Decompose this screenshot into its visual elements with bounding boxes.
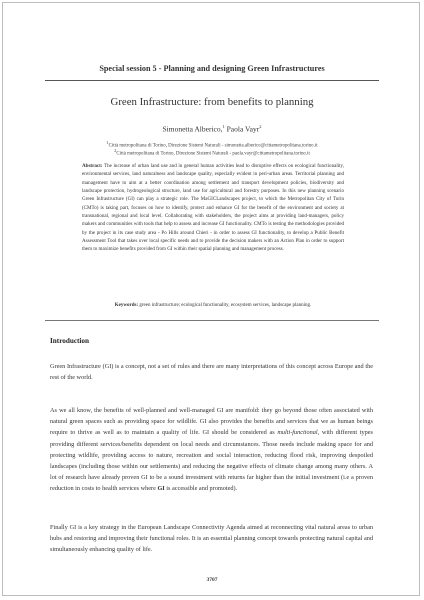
emphasis-text: multi-functional	[277, 429, 318, 437]
abstract	[82, 162, 344, 254]
session-header: Special session 5 - Planning and designing Green Infrastructures	[99, 64, 325, 73]
affiliation-mark: 2	[114, 148, 117, 153]
affiliation-text: Città metropolitana di Torino, Direzione Sistemi Naturali - simonetta.alberico@cittametropolitana.torino.it	[108, 143, 318, 149]
paragraph-text	[50, 405, 373, 495]
author-name: Paola Vayr	[226, 124, 260, 134]
page-frame	[2, 2, 420, 596]
keywords-divider	[45, 320, 379, 321]
author-affil-mark: 1	[222, 124, 225, 129]
author-affil-mark: 2	[259, 124, 262, 129]
paragraph	[50, 361, 373, 383]
author-name: Simonetta Alberico,	[162, 124, 223, 134]
affiliation-text: Città metropolitana di Torino, Direzione Sistemi Naturali - paola.vayr@cittametropolitana.torino.it	[116, 151, 310, 157]
paragraph-segment: As we all know, the benefits of well-planned and well-managed GI are manifold: they go beyond those often associated with natural green spaces such as providing space for wildlife. GI also provides the benefits and services that we as human beings require to thrive as well as to maintain a quality of life. GI should be considered as	[50, 407, 373, 437]
paragraph-text: Finally GI is a key strategy in the European Landscape Connectivity Agenda aimed at reconnecting vital natural areas to urban hubs and restoring and improving their functional roles. It is an essential planning concept towards protecting natural capital and simultaneously enhancing quality of life.	[50, 524, 373, 554]
strong-text: GI	[157, 485, 165, 493]
abstract-label: Abstract:	[82, 163, 103, 169]
abstract-text: The increase of urban land use and in general human activities lead to disruptive effects on ecological functionality, environmental services, land naturalness and landscape quality, especially evident in peri-urban areas. Territorial planning and management have to aim at a better coordination among settlement and transport development policies, biodiversity and landscape protection, hydrogeological structure, land use for agricultural and forestry purposes. In this new planning scenario Green Infrastructure (GI) can play a strategic role. The MaGICLandscapes project, to which the Metropolitan City of Turin (CMTo) is taking part, focuses on how to identify, protect and enhance GI for the benefit of the environment and society at transnational, regional and local level. Collaborating with stakeholders, the project aims at providing land-managers, policy makers and communities with tools that help to assess and increase GI functionality. CMTo is testing the methodologies provided by the project in its case study area - Po Hills around Chieri - in order to assess GI functionality, to develop a Public Benefit Assessment Tool that takes over local specific needs and to provide the decision makers with an Action Plan in order to support them to maximize benefits provided from GI within their spatial planning and management process.	[82, 163, 344, 253]
page-number: 3707	[206, 577, 218, 583]
section-heading-introduction: Introduction	[50, 337, 90, 345]
keywords-text: green infrastructure; ecological functionality, ecosystem services, landscape planning.	[139, 303, 312, 308]
paragraph	[50, 405, 373, 495]
author-list	[0, 124, 424, 134]
keywords-label: Keywords:	[114, 303, 139, 308]
paragraph-text: Green Infrastructure (GI) is a concept, not a set of rules and there are many interpretations of this concept across Europe and the rest of the world.	[50, 363, 373, 382]
paragraph	[50, 522, 373, 556]
paragraph-segment: , with different types providing different services/benefits dependent on local needs and circumstances. Those needs include making space for and protecting wildlife, providing access to nature, recreation and social interaction, reducing flood risk, improving despoiled landscapes (including those within our settlements) and reducing the negative effects of climate change among many others. A lot of research have already proven GI to be a sound investment with returns far higher than the initial investment (i.e a proven reduction in costs to health services where	[50, 429, 373, 493]
session-divider	[45, 80, 379, 81]
affiliation-mark: 1	[106, 140, 109, 145]
paragraph-segment: is accessible and promoted).	[164, 485, 238, 493]
paper-title: Green Infrastructure: from benefits to planning	[110, 96, 314, 108]
affiliation	[0, 148, 424, 157]
keywords	[82, 303, 344, 308]
